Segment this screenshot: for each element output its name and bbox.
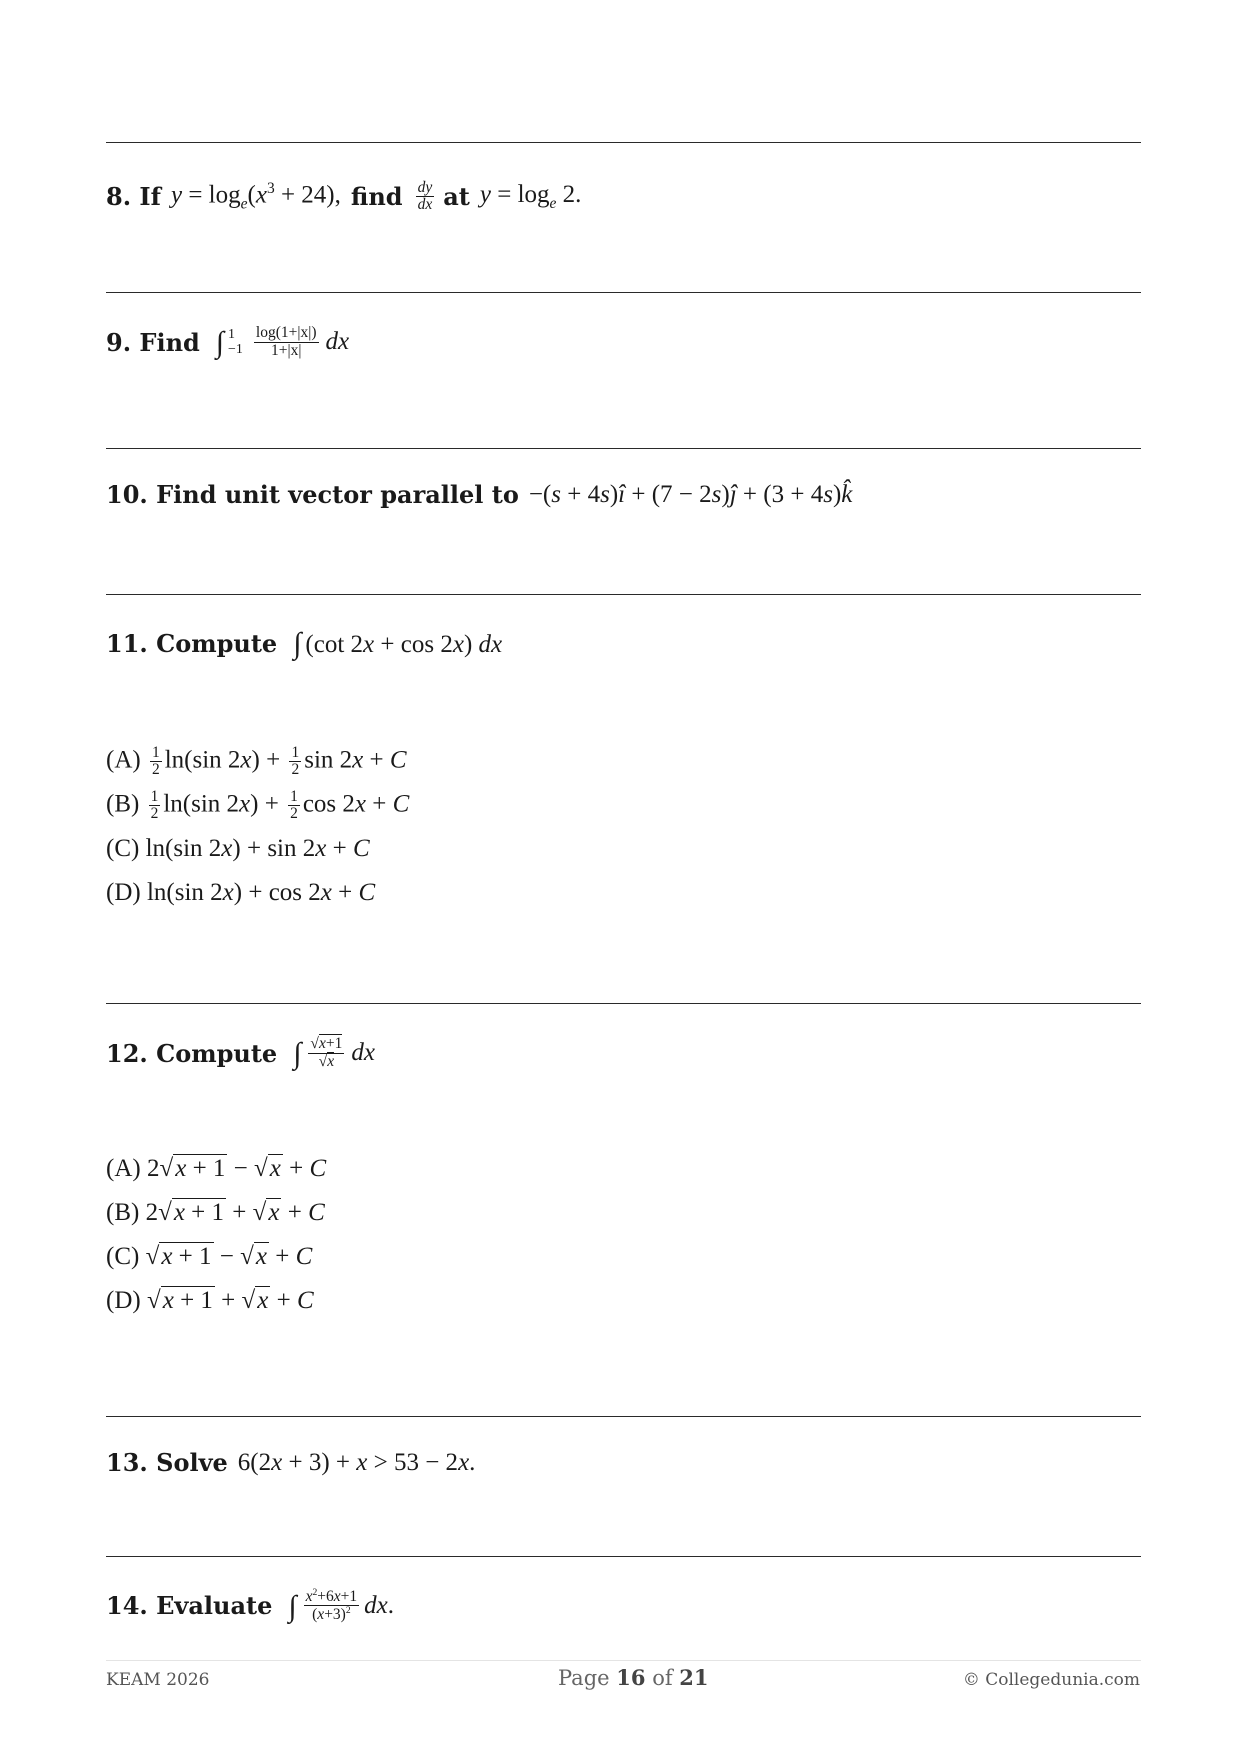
lower-limit: −1 xyxy=(228,342,243,357)
option-c: (C) √x + 1 − √x + C xyxy=(106,1243,313,1270)
math-expression: $y = \log_e(x^3 + 24)$, xyxy=(170,180,341,213)
question-9 xyxy=(106,325,349,359)
footer-exam-name: KEAM 2026 xyxy=(106,1670,210,1690)
question-8 xyxy=(106,180,581,214)
question-11 xyxy=(106,626,502,660)
option-label: (D) xyxy=(106,1287,141,1314)
math-expression: ∫ $\frac{x^2+6x+1}{(x+3)^2}$ dx . xyxy=(288,1587,395,1624)
question-label: 10. Find unit vector parallel to xyxy=(106,480,519,509)
integrand-denominator: 1+|x| xyxy=(270,341,302,359)
divider xyxy=(106,1556,1141,1557)
math-expression: $\frac{dy}{dx}$ xyxy=(417,179,433,214)
math-expression: ∫ 1 −1 $\frac{\log(1+|x|)}{1+|x|}$ dx xyxy=(215,324,350,359)
math-expression: ∫ (cot 2x + cos 2x) dx xyxy=(293,627,503,660)
math-expression: $y = \log_e 2$. xyxy=(479,180,582,212)
option-a: (A) 2√x + 1 − √x + C xyxy=(106,1155,327,1182)
option-c: (C) ln(sin 2x) + sin 2x + C xyxy=(106,835,370,862)
option-label: (C) xyxy=(106,835,140,862)
divider xyxy=(106,1416,1141,1417)
question-text: at xyxy=(443,182,470,212)
option-label: (D) xyxy=(106,879,141,906)
math-expression: 6(2x + 3) + x > 53 − 2x. xyxy=(237,1448,476,1476)
question-label: 13. Solve xyxy=(106,1448,228,1477)
question-label: 14. Evaluate xyxy=(106,1591,273,1621)
footer-divider xyxy=(106,1660,1141,1661)
option-label: (B) xyxy=(106,790,140,818)
option-label: (B) xyxy=(106,1199,140,1226)
page-number: Page 16 of 21 xyxy=(558,1665,709,1690)
question-13 xyxy=(106,1448,475,1477)
question-12 xyxy=(106,1036,375,1070)
option-d: (D) √x + 1 + √x + C xyxy=(106,1287,314,1314)
option-d: (D) ln(sin 2x) + cos 2x + C xyxy=(106,879,376,906)
divider xyxy=(106,1003,1141,1004)
question-label: 11. Compute xyxy=(106,628,278,658)
divider xyxy=(106,292,1141,293)
math-expression: −(s + 4s)î + (7 − 2s)ĵ + (3 + 4s)k̂ xyxy=(528,480,853,508)
question-label: 8. If xyxy=(106,182,161,212)
question-14 xyxy=(106,1588,394,1624)
option-label: (A) xyxy=(106,1155,141,1182)
footer-copyright: © Collegedunia.com xyxy=(962,1670,1140,1690)
divider xyxy=(106,594,1141,595)
divider xyxy=(106,142,1141,143)
option-b: (B) $\frac{1}{2}$ ln(sin 2x) + $\frac{1}{2}$ cos 2x + C xyxy=(106,788,410,823)
option-label: (A) xyxy=(106,746,141,774)
option-label: (C) xyxy=(106,1243,140,1270)
upper-limit: 1 xyxy=(228,326,236,342)
question-text: find xyxy=(350,182,403,212)
integrand-numerator: log(1+|x|) xyxy=(255,324,317,342)
divider xyxy=(106,448,1141,449)
question-label: 9. Find xyxy=(106,327,200,357)
question-label: 12. Compute xyxy=(106,1038,278,1068)
option-b: (B) 2√x + 1 + √x + C xyxy=(106,1199,325,1226)
option-a: (A) $\frac{1}{2}$ ln(sin 2x) + $\frac{1}{2}$ sin 2x + C xyxy=(106,744,407,779)
math-expression: ∫ $\frac{√x+1}{√x}$ dx xyxy=(293,1035,375,1070)
question-10 xyxy=(106,480,852,509)
